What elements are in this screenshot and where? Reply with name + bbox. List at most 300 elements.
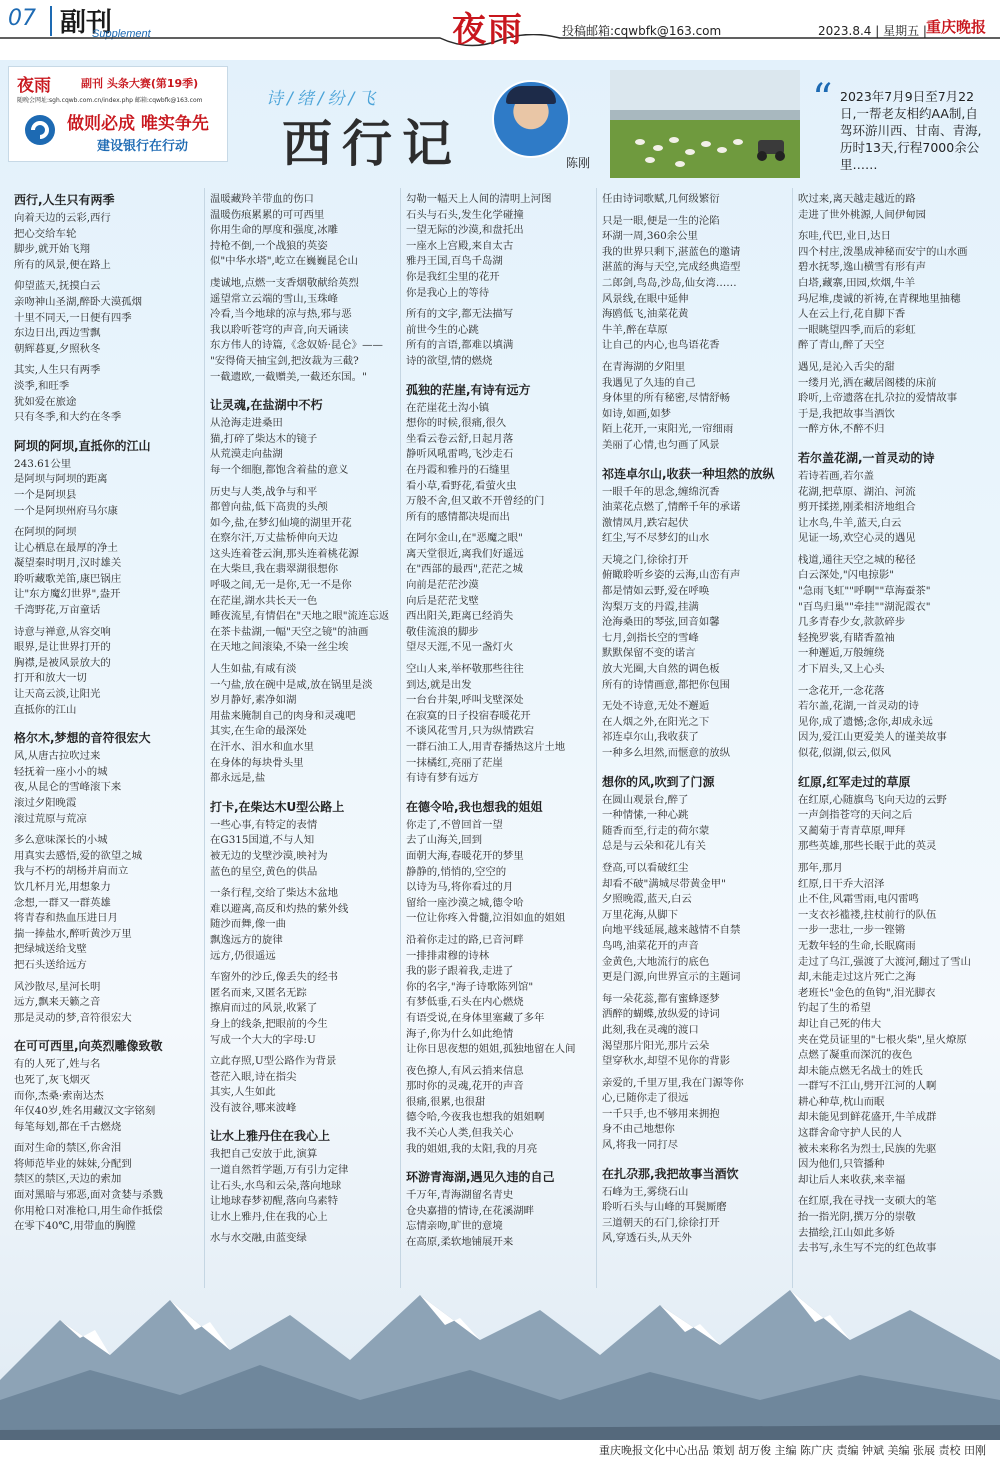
- poem-line: 风景线,在眼中延伸: [602, 292, 689, 305]
- poem-line: 放大光圈,大自然的调色板: [602, 663, 720, 676]
- poem-line: 风,将我一同打尽: [602, 1139, 679, 1152]
- stanza: [602, 1185, 790, 1247]
- poem-line: 留给一座沙漠之城,德令哈: [406, 896, 524, 909]
- poem-line: 将青春和热血压进日月: [14, 912, 118, 925]
- poem-line: 在G315国道,不与人知: [210, 834, 315, 847]
- stanza: [602, 485, 790, 547]
- stanza: [798, 469, 986, 547]
- poem-line: 一声剑指苍穹的天问之后: [798, 809, 913, 822]
- poem-line: "急雨飞虹""呼啊""草海蚕茶": [798, 585, 931, 598]
- poem-line: 一位让你疼入骨髓,泣泪如血的姐姐: [406, 912, 566, 925]
- poem-line: 243.61公里: [14, 457, 72, 470]
- poem-section-title: 阿坝的阿坝,直抵你的江山: [14, 438, 151, 453]
- poem-line: 无数年轻的生命,长眠腐雨: [798, 939, 916, 952]
- newspaper-brand: 重庆晚报: [926, 18, 987, 36]
- promo-tag: 副刊 头条大赛(第19季): [81, 77, 199, 90]
- poem-line: 洒醉的蝴蝶,放纵爱的诗词: [602, 1008, 720, 1021]
- poem-line: 在茶卡盐湖,一幅"天空之镜"的油画: [210, 625, 369, 638]
- column-divider: [400, 188, 401, 1288]
- poem-line: 亲爱的,千里万里,我在门源等你: [602, 1076, 744, 1089]
- poem-line: 所有的风景,便在路上: [14, 258, 111, 271]
- poem-line: 东哇,代巴,业日,达日: [798, 230, 892, 243]
- poem-line: 在汗水、泪水和血水里: [210, 741, 314, 753]
- stanza: [14, 1141, 202, 1235]
- stanza: [406, 818, 594, 927]
- poem-section: [798, 192, 986, 438]
- poem-line: 让自己的内心,也鸟语花香: [602, 339, 720, 352]
- poem-line: 在丹霞和雅丹的石缝里: [406, 463, 510, 476]
- poem-line: 红尘,写不尽梦幻的山水: [602, 532, 710, 545]
- poem-line: 静静的,悄悄的,空空的: [406, 865, 507, 878]
- poem-line: 难以避离,高反和灼热的紫外线: [210, 902, 349, 915]
- poem-line: 吹过来,离天越走越近的路: [798, 193, 916, 205]
- poem-line: 被无边的戈壁沙漠,映衬为: [210, 849, 328, 862]
- poem-line: 去描绘,江山如此多娇: [798, 1226, 895, 1239]
- poem-section-title: 祁连卓尔山,收获一种坦然的放纵: [602, 466, 775, 481]
- poem-line: 有梦低垂,石头在内心燃烧: [406, 996, 524, 1009]
- poem-line: 海子,你为什么如此绝情: [406, 1027, 514, 1040]
- poem-section: [602, 1166, 790, 1247]
- poem-line: 一截遗欧,一截赠美,一截还东国。": [210, 370, 367, 383]
- stanza: [210, 1054, 398, 1116]
- poem-line: 把心交给车轮: [14, 227, 77, 240]
- stanza: [602, 992, 790, 1070]
- poem-line: 随香而至,行走的荷尔蒙: [602, 824, 710, 837]
- promo-title: 夜雨: [17, 76, 51, 96]
- poem-line: 在红原,我在寻找一支硕大的笔: [798, 1195, 937, 1208]
- poem-line: 激情凤月,跌宕起伏: [602, 516, 689, 529]
- poem-line: "百鸟归巢""牵挂""湖泥霞衣": [798, 600, 931, 613]
- poem-line: 一种情愫,一种心跳: [602, 809, 689, 822]
- poem-line: 聆听,上帝遗落在扎尕拉的爱情故事: [798, 392, 958, 405]
- stanza: [602, 360, 790, 454]
- poem-line: 又蔺菊于青青草原,呷拜: [798, 824, 906, 837]
- stanza: [14, 749, 202, 827]
- column-divider: [792, 188, 793, 1288]
- poem-line: 每笔每划,都在千古燃烧: [14, 1120, 122, 1133]
- poem-line: 二郎剑,鸟岛,沙岛,仙女湾……: [602, 276, 737, 289]
- poem-line: 禁区的禁区,天边的索加: [14, 1173, 122, 1186]
- section-title: 副刊: [60, 8, 113, 38]
- poem-line: 向地平线延展,越来越情不自禁: [602, 924, 741, 937]
- poem-line: 十里不同天,一日便有四季: [14, 311, 132, 324]
- poem-line: 你的名字,"海子诗歌陈列馆": [406, 980, 534, 993]
- poem-line: 剪开揉搓,刚柔相济地组合: [798, 501, 916, 514]
- poem-line: 雅丹王国,百鸟千岛湖: [406, 255, 503, 268]
- poem-line: 而你,杰桑·索南达杰: [14, 1089, 104, 1102]
- poem-line: 醉了青山,醉了天空: [798, 339, 885, 352]
- stanza: [406, 1188, 594, 1250]
- poem-line: 把绿城送给戈壁: [14, 943, 87, 956]
- poem-section: [14, 1038, 202, 1235]
- poem-line: 所有的感情都决堤而出: [406, 510, 510, 523]
- poem-line: 沧海桑田的琴弦,回音如馨: [602, 616, 720, 629]
- poem-line: 花湖,把草原、湖泊、河流: [798, 485, 916, 498]
- poem-line: 历史与人类,战争与和平: [210, 485, 318, 498]
- poem-line: 呼吸之间,无一是你,无一不是你: [210, 579, 352, 592]
- poem-line: 都永远是,盐: [210, 772, 266, 785]
- poem-line: 夜,从昆仑的雪峰滚下来: [14, 781, 122, 794]
- poem-section: [602, 192, 790, 454]
- poem-line: 在青海湖的夕阳里: [602, 360, 686, 373]
- snow-mountain-illustration: [0, 1260, 1000, 1440]
- poem-line: 在阿坝的阿坝: [14, 526, 77, 539]
- poem-section: [406, 799, 594, 1157]
- footer: [0, 1440, 1000, 1458]
- poem-line: 一念花开,一念花落: [798, 684, 885, 697]
- poem-line: 岁月静好,素净如湖: [210, 694, 297, 707]
- poem-line: 在阿尔金山,在"恶魔之眼": [406, 532, 523, 545]
- poem-line: 眼界,是让世界打开的: [14, 641, 111, 654]
- poem-line: 却未能点燃无名战士的姓氏: [798, 1064, 923, 1077]
- stanza: [406, 933, 594, 1058]
- page-number: 07: [8, 6, 36, 31]
- poem-line: 若尔盖,花湖,一首灵动的诗: [798, 700, 919, 713]
- poem-line: 那年,那月: [798, 861, 843, 874]
- stanza: [602, 1076, 790, 1154]
- poem-line: 在零下40℃,用带血的胸膛: [14, 1220, 136, 1233]
- poem-line: 苍茫入眼,诗在指尖: [210, 1070, 297, 1083]
- poem-line: 千湾野花,万亩童话: [14, 604, 101, 617]
- author-name: 陈刚: [566, 156, 591, 170]
- poem-line: 心,已随你走了很远: [602, 1092, 689, 1105]
- poem-section-title: 孤独的茫崖,有诗有远方: [406, 382, 531, 397]
- poem-line: 多么意味深长的小城: [14, 834, 108, 847]
- poem-line: 在察尔汗,万丈盐桥伸向天边: [210, 532, 338, 545]
- poem-line: 一道自然哲学题,万有引力定律: [210, 1164, 349, 1177]
- stanza: [406, 401, 594, 526]
- poem-line: 仰望蓝天,抚摸白云: [14, 280, 101, 293]
- poem-line: 敬佳流浪的脚步: [406, 625, 479, 638]
- poem-line: 远方,仍很遥远: [210, 949, 276, 962]
- poem-line: 朝辉暮夏,夕照秋冬: [14, 342, 101, 355]
- poem-line: 一千只手,也不够用来拥抱: [602, 1107, 720, 1120]
- poem-section: [210, 192, 398, 385]
- poem-line: 若诗若画,若尔盖: [798, 469, 875, 482]
- poem-line: 走过了乌江,强渡了大渡河,翻过了雪山: [798, 955, 971, 968]
- poem-line: 让天高云淡,让阳光: [14, 688, 101, 701]
- poem-line: 一勺盐,放在碗中是咸,放在锅里是淡: [210, 678, 373, 691]
- poem-line: 钓起了生的希望: [798, 1002, 871, 1015]
- poem-line: 在茫崖花土沟小镇: [406, 401, 490, 414]
- poem-line: 用真实去感悟,爱的欲望之城: [14, 849, 142, 862]
- poem-line: 静听风吼雷鸣,飞沙走石: [406, 448, 514, 461]
- issue-date: 2023.8.4 | 星期五 |: [818, 24, 927, 38]
- poem-line: 一种邂逅,万般缠绕: [798, 647, 885, 660]
- stanza: [14, 980, 202, 1027]
- poem-line: 淡季,和旺季: [14, 379, 70, 392]
- stanza: [602, 861, 790, 986]
- poem-line: 一条行程,交给了柴达木盆地: [210, 887, 338, 900]
- stanza: [210, 1231, 398, 1247]
- poem-line: 都是情如云野,爱在呼唤: [602, 585, 710, 598]
- poem-line: 却未能见到鲜花盛开,牛羊成群: [798, 1111, 937, 1124]
- poem-section: [210, 1128, 398, 1247]
- poem-line: 远方,飘来天籁之音: [14, 996, 101, 1009]
- poem-line: 环湖一周,360余公里: [602, 230, 698, 243]
- poem-line: 抬一指光阴,撰万分的崇敬: [798, 1211, 916, 1224]
- poem-line: 我遇见了久违的自己: [602, 376, 696, 389]
- stanza: [14, 211, 202, 273]
- poem-line: 每一朵花蕊,都有蜜蜂逐梦: [602, 992, 720, 1005]
- poem-line: 念想,一群又一群英雄: [14, 896, 111, 909]
- poem-section: [14, 730, 202, 1026]
- poem-line: 我不关心人类,但我关心: [406, 1127, 514, 1140]
- column-logo: 夜雨: [452, 10, 524, 50]
- poem-line: 渴望那片阳光,那片云朵: [602, 1039, 710, 1052]
- poem-line: 仓央嘉措的情诗,在花溪湖畔: [406, 1204, 534, 1217]
- poem-line: 点燃了凝重而深沉的夜色: [798, 1049, 913, 1062]
- poem-line: 白塔,藏寨,田园,炊烟,牛羊: [798, 276, 916, 289]
- poem-line: 轻挽罗裳,有睹香盈袖: [798, 631, 895, 644]
- poem-line: 胸襟,是被风景放大的: [14, 656, 111, 669]
- poem-line: 沿着你走过的路,已音河畔: [406, 933, 524, 946]
- poem-line: 忘情亲吻,旷世的意境: [406, 1220, 503, 1233]
- poem-line: 那些英雄,那些长眠于此的英灵: [798, 840, 937, 853]
- stanza: [210, 485, 398, 657]
- poem-section-title: 在德令哈,我也想我的姐姐: [406, 799, 543, 814]
- poem-line: 却,未能走过这片死亡之海: [798, 971, 916, 984]
- poem-line: 猫,打碎了柴达木的镜子: [210, 432, 318, 445]
- poem-section: [210, 799, 398, 1117]
- poem-line: 几多青春少女,款款碎步: [798, 616, 906, 629]
- poem-line: 登高,可以看破红尘: [602, 861, 689, 874]
- poem-line: 让"东方魔幻世界",盎开: [14, 588, 121, 601]
- poem-line: 把石头送给远方: [14, 958, 87, 971]
- poem-line: 在天地之间滚染,不染一丝尘埃: [210, 641, 349, 654]
- poem-line: 见证一场,欢空心灵的遇见: [798, 532, 916, 545]
- poem-line: 在茫崖,湖水共长天一色: [210, 594, 318, 607]
- poem-line: 犹如爱在旅途: [14, 395, 77, 408]
- poem-line: 一眼千年的思念,缠绵沉香: [602, 485, 720, 498]
- poem-line: 在红原,心随旗鸟飞向天边的云野: [798, 793, 947, 806]
- poem-line: 都曾向盐,低下高贵的头颅: [210, 501, 328, 514]
- poem-line: 一排排肃穆的诗林: [406, 949, 490, 962]
- article-title: 西行记: [282, 114, 462, 173]
- poem-line: 这群舍命守护人民的人: [798, 1127, 902, 1140]
- poem-line: 去了山海关,回到: [406, 834, 483, 847]
- poem-section: [14, 192, 202, 426]
- poem-line: 红原,日干乔大沼泽: [798, 877, 885, 890]
- poem-line: 走进了世外桃源,人间伊甸园: [798, 208, 926, 221]
- poem-section-title: 格尔木,梦想的音符很宏大: [14, 731, 151, 746]
- poem-line: 直抵你的江山: [14, 703, 77, 716]
- poem-line: 亲吻神山圣湖,醉卧大漠孤烟: [14, 295, 142, 308]
- stanza: [14, 833, 202, 973]
- stanza: [406, 531, 594, 656]
- poem-section: [798, 450, 986, 762]
- poem-line: 任由诗词歌赋,几何级繁衍: [602, 193, 720, 205]
- poem-section: [210, 397, 398, 787]
- stanza: [210, 192, 398, 270]
- poem-line: 聆听藏歌羌笛,康巴锅庄: [14, 572, 122, 585]
- poem-line: 在圆山观景台,醉了: [602, 793, 689, 806]
- poem-line: 空山人来,举杯敬那些往往: [406, 663, 524, 676]
- column-divider: [204, 188, 205, 1288]
- poem-line: 鸟鸣,油菜花开的声音: [602, 939, 699, 952]
- poem-line: 所有的文字,都无法描写: [406, 308, 514, 321]
- poem-line: 所有的诗情画意,都把你包围: [602, 678, 730, 691]
- grassland-photo: [610, 70, 800, 178]
- poem-line: 一种多么坦然,而惬意的放纵: [602, 747, 730, 759]
- poem-line: 石头与石头,发生化学碰撞: [406, 208, 524, 221]
- poem-line: 更是门源,向世界宣示的主题词: [602, 971, 741, 984]
- poem-line: 一支衣衫褴褛,拄杖前行的队伍: [798, 908, 937, 921]
- poem-line: 风,穿透石头,从天外: [602, 1232, 692, 1245]
- poem-line: 飘逸远方的旋律: [210, 933, 283, 946]
- poem-line: 诗的欲望,情的燃烧: [406, 354, 493, 367]
- poem-section: [406, 1169, 594, 1250]
- poem-line: 向后是茫茫戈壁: [406, 594, 479, 607]
- poem-line: 温暖伤痕累累的可可西里: [210, 208, 325, 221]
- poem-line: 却让自己死的伟大: [798, 1017, 882, 1030]
- poem-line: 金黄色,大地流行的底色: [602, 955, 710, 968]
- poem-line: 睡夜流星,有情侣在"天地之眼"流连忘返: [210, 610, 390, 623]
- poem-line: 离天堂很近,离我们好遥远: [406, 547, 524, 560]
- poem-line: 没有波谷,哪来波峰: [210, 1101, 297, 1114]
- poem-line: 总是与云朵和花儿有关: [602, 840, 706, 853]
- poem-line: 望尽天涯,不见一盏灯火: [406, 641, 514, 654]
- poem-line: 油菜花点燃了,情醉千年的承诺: [602, 501, 741, 514]
- poem-line: 如今,盐,在梦幻仙境的湖里开花: [210, 516, 352, 529]
- stanza: [798, 861, 986, 1188]
- poem-line: 随沙而舞,像一曲: [210, 918, 287, 931]
- poem-column-5: [798, 192, 986, 1269]
- poem-section: [406, 382, 594, 787]
- poem-column-3: [406, 192, 594, 1263]
- poem-line: 面对生命的禁区,你舍泪: [14, 1142, 122, 1155]
- stanza: [406, 662, 594, 787]
- poem-column-4: [602, 192, 790, 1259]
- poem-line: 万里花海,从脚下: [602, 908, 679, 921]
- poem-line: 望穿秋水,却望不见你的背影: [602, 1055, 730, 1068]
- poem-line: 那是灵动的梦,音符很宏大: [14, 1011, 132, 1024]
- poem-line: 无处不诗意,无处不邂逅: [602, 700, 710, 713]
- poem-line: 止不住,风霜雪雨,电闪雷鸣: [798, 893, 919, 906]
- stanza: [210, 1147, 398, 1225]
- poem-line: 夜色撩人,有风云捎来信息: [406, 1064, 524, 1077]
- submission-email: 投稿邮箱:cqwbfk@163.com: [562, 24, 722, 38]
- poem-line: 坐看云卷云舒,日起月落: [406, 432, 514, 445]
- poem-section-title: 环游青海湖,遇见久违的自己: [406, 1170, 555, 1185]
- poem-line: 牛羊,醉在草原: [602, 323, 668, 336]
- stanza: [14, 625, 202, 719]
- poem-line: 在人烟之外,在阳光之下: [602, 715, 710, 728]
- poem-line: 冷看,当今地球的凉与热,邪与恶: [210, 308, 352, 321]
- poem-section-title: 让灵魂,在盐湖中不朽: [210, 398, 323, 413]
- poem-section-title: 西行,人生只有两季: [14, 193, 115, 207]
- poem-line: 耕心种草,枕山而眠: [798, 1095, 885, 1108]
- poem-line: 温暖藏羚羊带血的伤口: [210, 193, 314, 205]
- poem-line: 一步一悲壮,一步一铿锵: [798, 924, 906, 937]
- poem-line: 很痛,很累,也很甜: [406, 1095, 486, 1108]
- stanza: [798, 553, 986, 678]
- poem-section-title: 若尔盖花湖,一首灵动的诗: [798, 450, 935, 465]
- series-label: 诗/绪/纷/飞: [266, 89, 380, 109]
- stanza: [210, 416, 398, 478]
- poem-line: 在大柴旦,我在翡翠湖很想你: [210, 563, 338, 576]
- poem-line: 栈道,通往天空之城的秘径: [798, 553, 916, 566]
- stanza: [210, 818, 398, 880]
- poem-line: 以诗为马,将你看过的月: [406, 881, 514, 894]
- poem-line: 因为,爱江山更爱美人的谨美故事: [798, 731, 947, 744]
- poem-line: 我的世界只剩下,湛蓝色的邀请: [602, 245, 741, 258]
- poem-line: 所有的言语,都难以填满: [406, 339, 514, 352]
- poem-line: 风,从唐古拉吹过来: [14, 750, 101, 763]
- poem-line: 白云深处,"闪电掠影": [798, 569, 894, 582]
- promo-slogan: 做则必成 唯实争先: [67, 114, 209, 134]
- poem-line: 也死了,灰飞烟灭: [14, 1073, 91, 1086]
- poem-line: 东边日出,西边雪飘: [14, 327, 101, 340]
- poem-line: 四个村庄,泼墨成神秘而安宁的山水画: [798, 245, 968, 258]
- promo-subtitle: 建设银行在行动: [97, 139, 189, 154]
- poem-line: 一醉方休,不醉不归: [798, 423, 885, 436]
- quote-mark-icon: “: [812, 76, 833, 122]
- poem-line: 让你日思夜想的姐姐,孤独地留在人间: [406, 1043, 576, 1056]
- poem-line: 立此存照,U型公路作为背景: [210, 1055, 337, 1068]
- poem-section: [602, 466, 790, 762]
- poem-line: 你用枪口对准枪口,用生命作抵偿: [14, 1204, 163, 1217]
- poem-line: 让心栖息在最厚的净土: [14, 541, 118, 554]
- poem-line: 揣一捧盐水,醉听黄沙万里: [14, 927, 132, 940]
- stanza: [210, 276, 398, 385]
- poem-line: 是阿坝与阿坝的距离: [14, 473, 108, 486]
- poem-line: 如诗,如画,如梦: [602, 407, 671, 420]
- poem-line: 德令哈,今夜我也想我的姐姐啊: [406, 1111, 545, 1124]
- poem-line: 万般不舍,但又敢不开曾经的门: [406, 495, 545, 508]
- poem-line: 海鸥低飞,油菜花黄: [602, 308, 689, 321]
- poem-line: 你用生命的厚度和强度,冰雕: [210, 224, 338, 237]
- stanza: [602, 192, 790, 208]
- poem-line: 从荒漠走向盐湖: [210, 448, 283, 461]
- stanza: [14, 1057, 202, 1135]
- poem-line: 祁连卓尔山,我收获了: [602, 731, 699, 744]
- poem-line: 天境之门,徐徐打开: [602, 553, 689, 566]
- poem-line: 湛蓝的海与天空,完成经典造型: [602, 261, 741, 274]
- poem-line: 我的影子跟着我,走进了: [406, 965, 514, 978]
- poem-line: 向前是茫茫沙漠: [406, 579, 479, 592]
- poem-line: 看小草,看野花,看萤火虫: [406, 479, 517, 492]
- poem-line: 才下眉头,又上心头: [798, 663, 885, 676]
- poem-line: 我以聆听苍穹的声音,向天诵读: [210, 323, 349, 336]
- poem-line: 三道朝天的石门,徐徐打开: [602, 1216, 720, 1229]
- poem-line: 面对黑暗与邪恶,面对贪婪与杀戮: [14, 1189, 163, 1202]
- poem-section: [14, 438, 202, 719]
- poem-line: 沟梨万支的丹霞,挂满: [602, 600, 699, 613]
- poem-line: 水与水交融,由蓝变绿: [210, 1232, 307, 1245]
- stanza: [14, 457, 202, 519]
- poem-line: 让水鸟,牛羊,蓝天,白云: [798, 516, 902, 529]
- poem-line: 打开和放大一切: [14, 672, 87, 685]
- poem-line: 似"中华水塔",屹立在巍巍昆仑山: [210, 255, 358, 268]
- poem-line: 匿名而来,又匿名无踪: [210, 986, 307, 999]
- poem-line: 千万年,青海湖留名青史: [406, 1189, 514, 1202]
- poem-line: 向着天边的云彩,西行: [14, 212, 111, 224]
- poem-line: 见你,成了遗憾;念你,却成永远: [798, 715, 933, 728]
- poem-line: 老班长"金色的鱼钩",泪光脚衣: [798, 986, 936, 999]
- poem-line: 我把自己安放于此,演算: [210, 1148, 318, 1161]
- poem-line: 其实,人生如此: [210, 1086, 276, 1099]
- poem-line: 将师范毕业的妹妹,分配到: [14, 1157, 132, 1170]
- poem-line: 一座水上宫殿,来自太古: [406, 239, 514, 252]
- poem-line: 人在云上行,花自脚下香: [798, 308, 906, 321]
- poem-line: 默默保留不变的诺言: [602, 647, 696, 660]
- poem-line: 只是一眼,便是一生的沦陷: [602, 214, 720, 227]
- stanza: [798, 192, 986, 223]
- poem-line: 东方伟人的诗篇,《念奴娇·昆仑》——: [210, 339, 383, 352]
- poem-line: 一个是阿坝县: [14, 488, 77, 501]
- poem-line: 轻抚着一座小小的城: [14, 765, 108, 778]
